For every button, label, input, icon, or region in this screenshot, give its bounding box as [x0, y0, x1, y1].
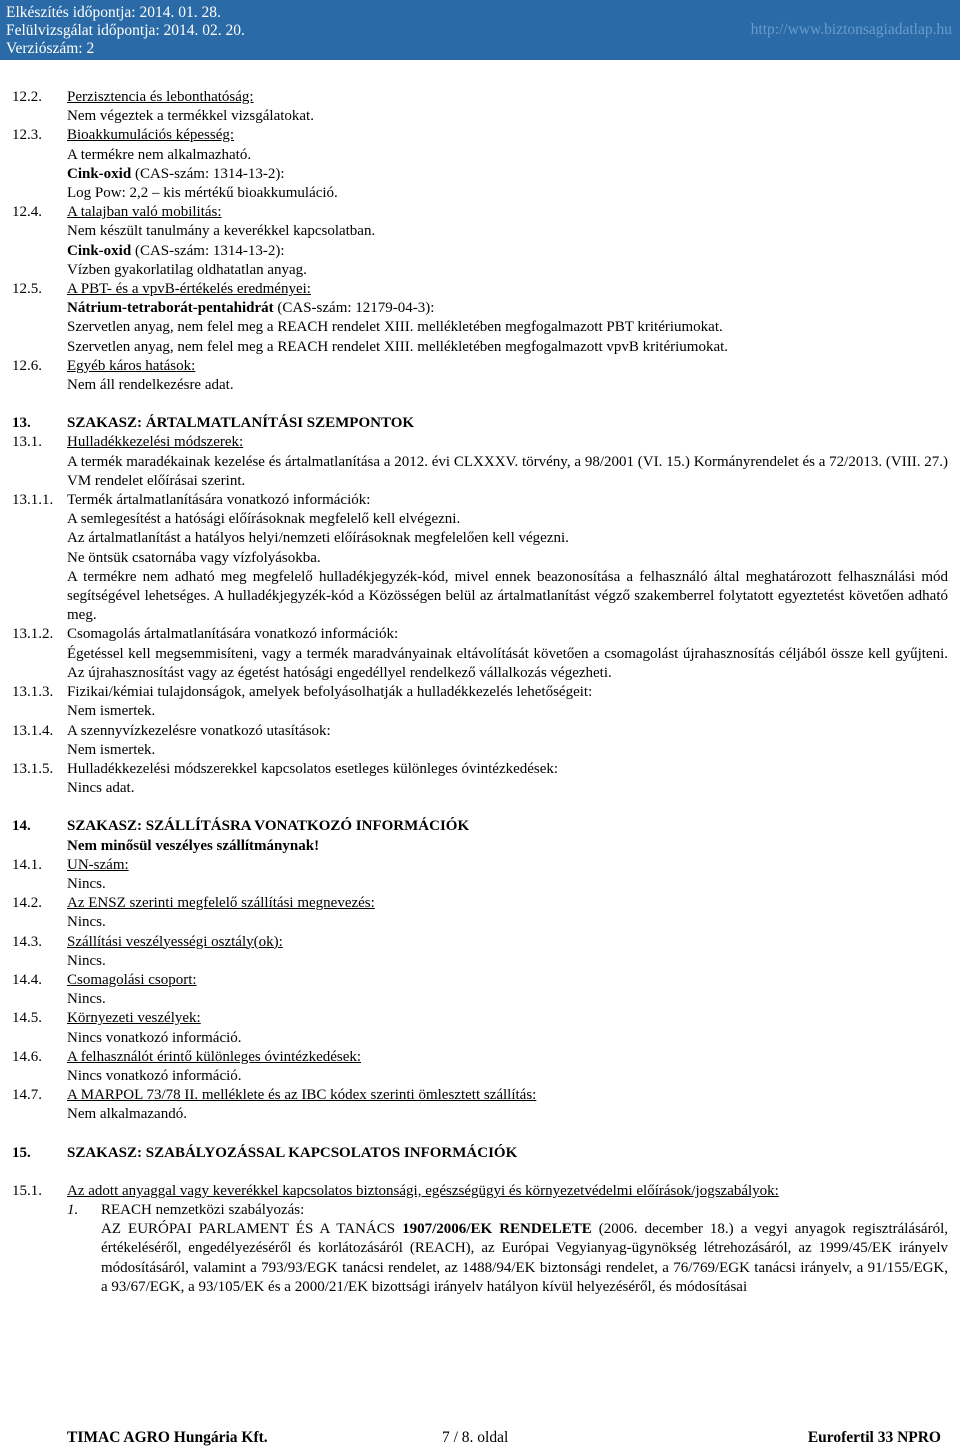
section-text: Égetéssel kell megsemmisíteni, vagy a termék maradványainak eltávolítását követően a csomagolást újrahasznosítás céljából össze kell gyűjteni. Az újrahasznosítást vagy az égetést hatósági engedéllyel rendelkező vállalkozás végezheti.: [67, 645, 948, 681]
substance-line: [67, 242, 948, 261]
section-number: 12.3.: [12, 127, 42, 144]
substance-name: Cink-oxid: [67, 165, 132, 182]
transport-item: [12, 894, 948, 932]
section-number: 14.7.: [12, 1087, 42, 1104]
section-number: 13.1.5.: [12, 760, 54, 777]
substance-cas: (CAS-szám: 12179-04-3):: [273, 300, 435, 317]
substance-cas: (CAS-szám: 1314-13-2):: [131, 242, 285, 259]
section-number: 14.5.: [12, 1010, 42, 1027]
substance-text: Log Pow: 2,2 – kis mértékű bioakkumuláció.: [67, 185, 338, 202]
section-number: 13.1.: [12, 434, 42, 451]
disposal-line-4: A termékre nem adható meg megfelelő hulladékjegyzék-kód, mivel ennek beazonosítása a felhasználó által meghatározott felhasználási mód segítségével lehetséges. A hulladékjegyzék-kód a Közösségen belül az ártalmatlanítást végző szakemberrel folytatott egyeztetést követően adható meg.: [67, 568, 948, 624]
disposal-line-1: A semlegesítést a hatósági előírásoknak megfelelő kell elvégezni.: [67, 511, 461, 528]
pbt-text: Szervetlen anyag, nem felel meg a REACH rendelet XIII. mellékletében megfogalmazott PBT kritériumokat.: [67, 319, 723, 336]
section-number: 13.1.4.: [12, 722, 54, 739]
regulation-number: 1.: [67, 1201, 79, 1218]
section-text: Nincs vonatkozó információ.: [67, 1029, 242, 1046]
section-text: Nem készült tanulmány a keverékkel kapcsolatban.: [67, 223, 376, 240]
substance-name: Cink-oxid: [67, 242, 132, 259]
section-title: Fizikai/kémiai tulajdonságok, amelyek befolyásolhatják a hulladékkezelés lehetőségeit:: [67, 684, 593, 701]
section-title: Szállítási veszélyességi osztály(ok):: [67, 933, 283, 950]
section-12-3: [12, 126, 948, 203]
section-text: Nem ismertek.: [67, 703, 156, 720]
section-number: 12.4.: [12, 204, 42, 221]
revised-date: Felülvizsgálat időpontja: 2014. 02. 20.: [6, 22, 245, 39]
section-12-6: [12, 357, 948, 395]
section-number: 12.5.: [12, 281, 42, 298]
section-title: A MARPOL 73/78 II. melléklete és az IBC kódex szerinti ömlesztett szállítás:: [67, 1087, 537, 1104]
version-number: Verziószám: 2: [6, 40, 95, 57]
section-13-1-3: [12, 683, 948, 721]
transport-note: Nem minősül veszélyes szállítmánynak!: [67, 837, 320, 854]
section-12-5: [12, 280, 948, 357]
section-title: Az ENSZ szerinti megfelelő szállítási megnevezés:: [67, 895, 375, 912]
section-13-1-2: [12, 625, 948, 683]
section-title: Termék ártalmatlanítására vonatkozó információk:: [67, 492, 371, 509]
transport-item: [12, 933, 948, 971]
section-number: 13.1.1.: [12, 492, 54, 509]
section-title: Az adott anyaggal vagy keverékkel kapcsolatos biztonsági, egészségügyi és környezetvédelmi előírások/jogszabályok:: [67, 1182, 779, 1199]
section-number: 14.6.: [12, 1048, 42, 1065]
section-text: A termék maradékainak kezelése és ártalmatlanítása a 2012. évi CLXXXV. törvény, a 98/2001 (VI. 15.) Kormányrendelet és a 72/2013. (VIII. 27.) VM rendelet előírásai szerint.: [67, 453, 948, 489]
section-title: A PBT- és a vpvB-értékelés eredményei:: [67, 281, 311, 298]
section-title: A felhasználót érintő különleges óvintézkedések:: [67, 1048, 362, 1065]
section-13-1-5: [12, 760, 948, 798]
section-title: Perzisztencia és lebonthatóság:: [67, 89, 254, 105]
section-number: 14.: [12, 818, 31, 835]
substance-cas: (CAS-szám: 1314-13-2):: [131, 165, 285, 182]
section-13-1-4: [12, 722, 948, 760]
section-title: Csomagolási csoport:: [67, 971, 197, 988]
section-text: Nem áll rendelkezésre adat.: [67, 377, 234, 394]
section-number: 14.4.: [12, 971, 42, 988]
substance-line: [67, 165, 948, 184]
header-url[interactable]: http://www.biztonsagiadatlap.hu: [750, 21, 952, 38]
section-heading: SZAKASZ: SZABÁLYOZÁSSAL KAPCSOLATOS INFORMÁCIÓK: [67, 1144, 518, 1161]
section-number: 12.2.: [12, 89, 42, 105]
section-title: UN-szám:: [67, 856, 129, 873]
section-12-4: [12, 203, 948, 280]
section-12-2: [12, 88, 948, 126]
header-info: [6, 4, 245, 58]
section-13-1-1: [12, 491, 948, 625]
section-title: Csomagolás ártalmatlanítására vonatkozó információk:: [67, 626, 399, 643]
substance-text: Vízben gyakorlatilag oldhatatlan anyag.: [67, 261, 307, 278]
document-header: [0, 0, 960, 60]
section-text: Nem ismertek.: [67, 741, 156, 758]
section-text: Nincs vonatkozó információ.: [67, 1067, 242, 1084]
section-number: 14.2.: [12, 895, 42, 912]
section-title: A szennyvízkezelésre vonatkozó utasítások:: [67, 722, 331, 739]
section-text: Nincs.: [67, 875, 106, 892]
section-title: Hulladékkezelési módszerekkel kapcsolatos esetleges különleges óvintézkedések:: [67, 760, 559, 777]
section-number: 13.1.2.: [12, 626, 54, 643]
transport-item: [12, 856, 948, 894]
section-number: 13.1.3.: [12, 684, 54, 701]
section-number: 15.: [12, 1144, 31, 1161]
footer-company: TIMAC AGRO Hungária Kft.: [67, 1429, 268, 1446]
section-heading: SZAKASZ: SZÁLLÍTÁSRA VONATKOZÓ INFORMÁCIÓK: [67, 818, 470, 835]
transport-item: [12, 1048, 948, 1086]
created-date: Elkészítés időpontja: 2014. 01. 28.: [6, 4, 221, 21]
substance-name: Nátrium-tetraborát-pentahidrát: [67, 300, 274, 317]
section-number: 15.1.: [12, 1182, 42, 1199]
transport-item: [12, 971, 948, 1009]
section-number: 14.3.: [12, 933, 42, 950]
disposal-line-3: Ne öntsük csatornába vagy vízfolyásokba.: [67, 549, 321, 566]
section-15-heading: [12, 1144, 948, 1163]
section-text: Nem végeztek a termékkel vizsgálatokat.: [67, 108, 314, 125]
section-title: Egyéb káros hatások:: [67, 357, 196, 374]
transport-item: [12, 1009, 948, 1047]
section-text: Nincs adat.: [67, 780, 135, 797]
regulation-text: [101, 1220, 948, 1297]
regulation-id: 1907/2006/EK RENDELETE: [402, 1221, 592, 1238]
section-14-heading: [12, 817, 948, 855]
vpvb-text: Szervetlen anyag, nem felel meg a REACH rendelet XIII. mellékletében megfogalmazott vpvB kritériumokat.: [67, 338, 729, 355]
disposal-line-2: Az ártalmatlanítást a hatályos helyi/nemzeti előírásoknak megfelelően kell végezni.: [67, 530, 569, 547]
section-15-1: [12, 1182, 948, 1297]
section-text: Nem alkalmazandó.: [67, 1106, 187, 1123]
section-title: Környezeti veszélyek:: [67, 1010, 201, 1027]
substance-line: [67, 299, 948, 318]
section-text: Nincs.: [67, 991, 106, 1008]
document-body: [12, 88, 948, 1297]
footer-page: 7 / 8. oldal: [442, 1429, 509, 1446]
section-title: Hulladékkezelési módszerek:: [67, 434, 244, 451]
section-text: A termékre nem alkalmazható.: [67, 146, 252, 163]
regulation-title: REACH nemzetközi szabályozás:: [101, 1201, 305, 1218]
section-13-1: [12, 433, 948, 491]
section-title: Bioakkumulációs képesség:: [67, 127, 235, 144]
section-text: Nincs.: [67, 952, 106, 969]
regulation-item: [67, 1201, 948, 1297]
footer-product: Eurofertil 33 NPRO: [807, 1429, 941, 1446]
section-title: A talajban való mobilitás:: [67, 204, 222, 221]
transport-items: [12, 856, 948, 1125]
section-text: Nincs.: [67, 914, 106, 931]
regulation-text-a: AZ EURÓPAI PARLAMENT ÉS A TANÁCS: [101, 1221, 403, 1238]
section-number: 12.6.: [12, 357, 42, 374]
section-number: 13.: [12, 415, 31, 432]
regulation-text-c: (2006. december 18.) a vegyi anyagok regisztrálásáról, értékeléséről, engedélyezéséről és korlátozásáról (REACH), az Európai Vegyianyag-ügynökség létrehozásáról, az 1999/45/EK irányelv módosításáról, valamint a 793/93/EGK tanácsi rendelet, az 1488/94/EK biztonsági rendelet, a 76/769/EGK tanácsi irányelv, a 91/155/EGK, a 93/67/EGK, a 93/105/EK és a 2000/21/EK bizottsági irányelv hatályon kívül helyezéséről, és módosításai: [101, 1221, 948, 1295]
document-footer: [67, 1428, 941, 1447]
section-heading: SZAKASZ: ÁRTALMATLANÍTÁSI SZEMPONTOK: [67, 415, 415, 432]
section-number: 14.1.: [12, 856, 42, 873]
transport-item: [12, 1086, 948, 1124]
section-13-heading: [12, 414, 948, 433]
